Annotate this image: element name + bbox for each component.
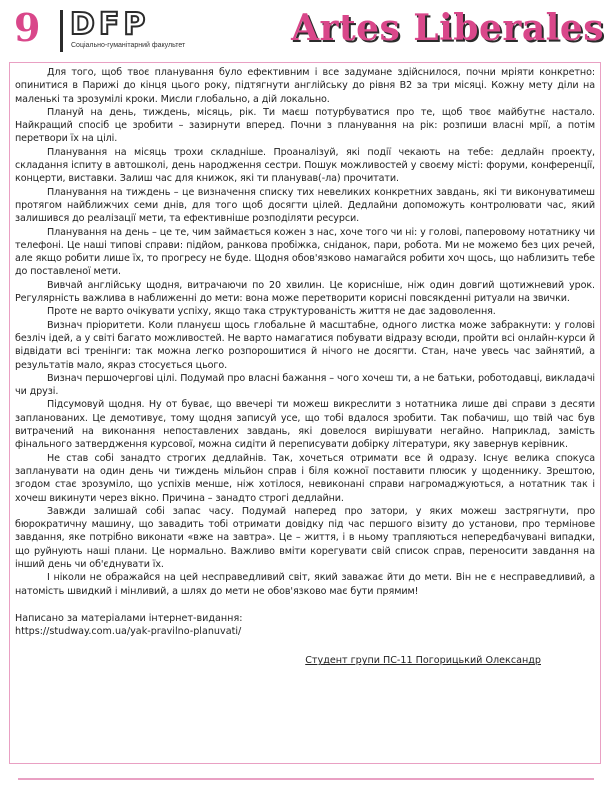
source-label: Написано за матеріалами інтернет-видання: xyxy=(15,612,243,624)
paragraph: Планування на місяць трохи складніше. Проаналізуй, які події чекають на тебе: дедлайн проекту, складання іспиту в автошколі, день народження сестри. Пошук можливостей у своєму місті: форуми, конференції, концерти, виставки. Залиш час для книжок, які ти планував(-ла) прочитати. xyxy=(15,146,595,185)
paragraph: Завжди залишай собі запас часу. Подумай наперед про затори, у яких можеш застрягнути, про бюрократичну машину, що завадить тобі отримати довідку під час першого візиту до установи, про термінове завдання, яке потрібно виконати «вже на завтра». Це – життя, і в ньому трапляються непередбачувані випадки, що руйнують наші плани. Це нормально. Важливо вміти корегувати свій список справ, переносити завдання на інший день чи об'єднувати їх. xyxy=(15,505,595,570)
faculty-name: Соціально-гуманітарний факультет xyxy=(71,42,186,49)
magazine-title: Artes Liberales xyxy=(291,7,604,49)
source-url: https://studway.com.ua/yak-pravilno-planuvati/ xyxy=(15,626,242,638)
paragraph: Підсумовуй щодня. Ну от буває, що ввечері ти можеш викреслити з нотатника лише дві справи з десяти запланованих. Це демотивує, тому щодня записуй усе, що тобі вдалося зробити. Так побачиш, що твій час був витрачений на виконання непоставлених завдань, які довелося вирішувати негайно. Наприклад, замість фінального затвердження курсової, можна сидіти й переписувати добірку літератури, яку завернув керівник. xyxy=(15,399,595,451)
faculty-logo xyxy=(70,7,190,52)
header-divider xyxy=(60,10,63,52)
article-body xyxy=(15,66,595,668)
source-block xyxy=(15,612,595,639)
paragraph: Плануй на день, тиждень, місяць, рік. Ти маєш потурбуватися про те, щоб твоє майбутнє настало. Найкращий спосіб це зробити – зазирнути вперед. Почни з планування на рік: розпиши власні мрії, а потім перетвори їх на цілі. xyxy=(15,106,595,145)
paragraph: Планування на тиждень – це визначення списку тих невеликих конкретних завдань, які ти виконуватимеш протягом найближчих семи днів, для того щоб досягти цілей. Дедлайни допоможуть контролювати час, який залишився до реалізації мети, та ефективніше розподіляти ресурси. xyxy=(15,186,595,225)
paragraph: Вивчай англійську щодня, витрачаючи по 20 хвилин. Це корисніше, ніж один довгий щотижневий урок. Регулярність важлива в наближенні до мети: вона може перетворити корисні повсякденні ритуали на звички. xyxy=(15,279,595,305)
logo-text: DFP xyxy=(70,7,150,42)
page-number: 9 xyxy=(14,5,41,50)
author-signature: Студент групи ПС-11 Погорицький Олександр xyxy=(305,655,541,667)
page-header xyxy=(0,0,612,62)
paragraph: Планування на день – це те, чим займається кожен з нас, хоче того чи ні: у голові, паперовому нотатнику чи телефоні. Це наші типові справи: підйом, ранкова пробіжка, сніданок, пари, робота. Ми не можемо без цих речей, але якщо робити лише їх, то прогресу не буде. Щодня обов'язково намагайся робити хоч щось, що наблизить тебе до поставленої мети. xyxy=(15,226,595,278)
paragraph: Визнач пріоритети. Коли плануєш щось глобальне й масштабне, одного листка може забракнути: у голові безліч ідей, а у світі багато можливостей. Не варто намагатися побувати відразу всюди, пройти всі онлайн-курси й відвідати всі тренінги: так можна легко розпорошитися й нічого не досягти. Стан, наче увесь час зайнятий, а результатів мало, якраз стосується цього. xyxy=(15,319,595,371)
paragraph: Не став собі занадто строгих дедлайнів. Так, хочеться отримати все й одразу. Існує велика спокуса запланувати на один день чи тиждень мільйон справ і біля кожної поставити плюсик у щоденнику. Зрештою, згодом стає зрозуміло, що успіхів менше, ніж хотілося, невиконані справи нагромаджуються, а нотатник так і хочеш викинути через вікно. Причина – занадто строгі дедлайни. xyxy=(15,452,595,504)
paragraph: Для того, щоб твоє планування було ефективним і все задумане здійснилося, почни мріяти конкретно: опинитися в Парижі до кінця цього року, підтягнути англійську до рівня В2 за три місяці. Кожну мету діли на маленькі та зрозумілі кроки. Мисли глобально, а дій локально. xyxy=(15,67,595,105)
paragraph: І ніколи не ображайся на цей несправедливий світ, який заважає йти до мети. Він не є несправедливий, а натомість швидкий і мінливий, а шлях до мети не обов'язково має бути прямим! xyxy=(15,572,595,597)
paragraph: Проте не варто очікувати успіху, якщо така структурованість життя не дає задоволення. xyxy=(47,306,496,318)
bottom-divider xyxy=(18,778,594,780)
paragraph: Визнач першочергові цілі. Подумай про власні бажання – чого хочеш ти, а не батьки, роботодавці, викладачі чи друзі. xyxy=(15,372,595,398)
